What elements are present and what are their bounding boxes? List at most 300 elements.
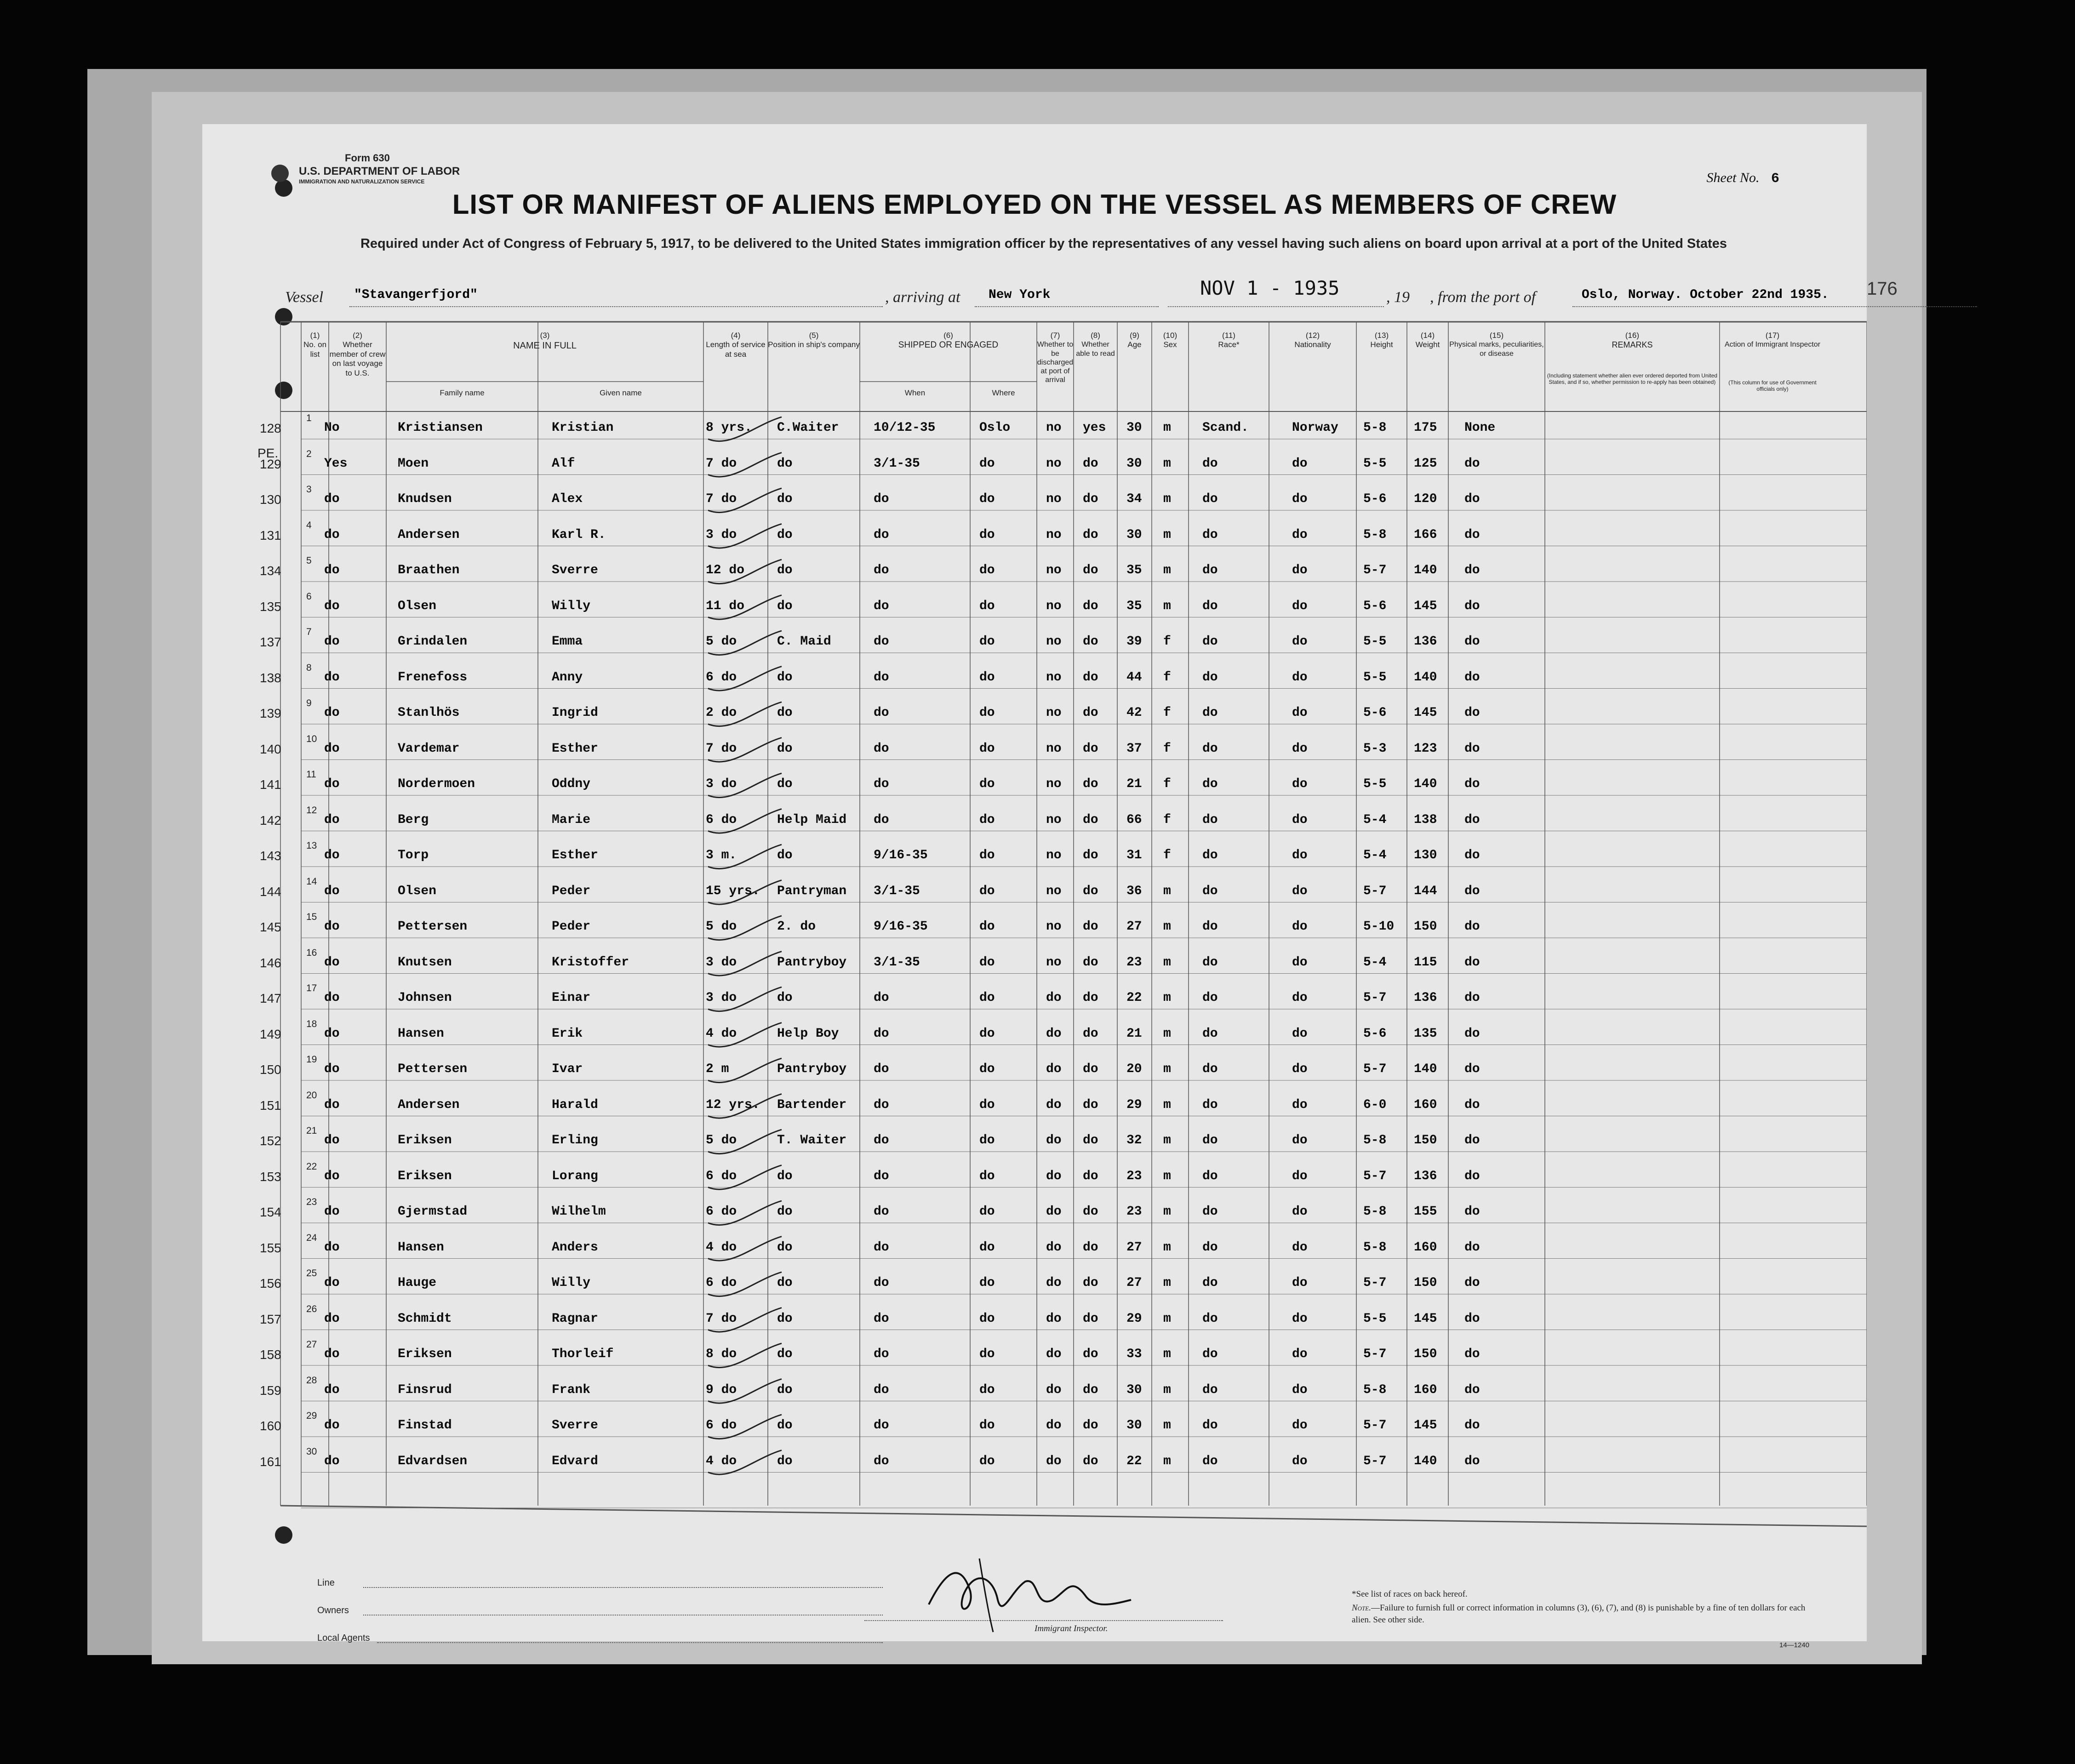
height-cell: 5-6 (1363, 599, 1387, 613)
physical-marks-cell: do (1464, 492, 1480, 506)
sex-cell: m (1163, 955, 1171, 970)
sex-cell: m (1163, 1169, 1171, 1183)
shipped-where-cell: do (979, 527, 995, 542)
race-cell: do (1202, 919, 1218, 934)
column-number: (8) (1091, 331, 1100, 340)
previous-voyage-cell: do (324, 1062, 340, 1076)
family-name-cell: Kristiansen (398, 421, 483, 435)
column-label: Physical marks, peculiarities, or disease (1449, 341, 1544, 358)
page-number: 176 (1867, 279, 1898, 299)
previous-voyage-cell: do (324, 599, 340, 613)
position-cell: Pantryboy (777, 1062, 847, 1076)
physical-marks-cell: do (1464, 563, 1480, 577)
discharged-cell: no (1046, 421, 1062, 435)
family-name-cell: Edvardsen (398, 1454, 468, 1468)
column-header-able-to-read (1074, 331, 1117, 358)
column-header-discharged (1037, 331, 1074, 384)
able-to-read-cell: do (1083, 777, 1098, 791)
given-name-cell: Ragnar (552, 1311, 598, 1326)
shipped-where-cell: do (979, 1454, 995, 1468)
family-name-cell: Andersen (398, 527, 460, 542)
position-cell: Pantryman (777, 884, 847, 898)
nationality-cell: do (1292, 955, 1308, 970)
discharged-cell: no (1046, 634, 1062, 649)
column-label: Whether to be discharged at port of arrival (1037, 341, 1074, 384)
column-label: Sex (1163, 340, 1177, 349)
height-cell: 5-7 (1363, 1418, 1387, 1433)
service-length-cell: 8 yrs. (706, 421, 752, 435)
physical-marks-cell: do (1464, 1454, 1480, 1468)
sex-cell: f (1163, 670, 1171, 685)
position-cell: do (777, 1382, 793, 1397)
race-cell: do (1202, 1347, 1218, 1361)
able-to-read-cell: do (1083, 812, 1098, 827)
family-name-cell: Schmidt (398, 1311, 452, 1326)
column-number: (5) (809, 331, 819, 340)
previous-voyage-cell: do (324, 1418, 340, 1433)
arriving-port: New York (989, 288, 1051, 302)
shipped-where-cell: do (979, 919, 995, 934)
position-cell: do (777, 1169, 793, 1183)
shipped-when-cell: do (874, 527, 889, 542)
given-name-cell: Alf (552, 456, 575, 471)
position-cell: do (777, 527, 793, 542)
shipped-when-cell: do (874, 1311, 889, 1326)
shipped-when-cell: 3/1-35 (874, 884, 920, 898)
page-subtitle: Required under Act of Congress of February 5, 1917, to be delivered to the United States immigration officer by the representatives of any vessel having such aliens on board upon arrival at a port of the United States (360, 236, 1727, 251)
sex-cell: m (1163, 1418, 1171, 1433)
discharged-cell: do (1046, 1026, 1062, 1041)
race-cell: do (1202, 563, 1218, 577)
service-length-cell: 3 do (706, 955, 737, 970)
previous-voyage-cell: do (324, 1276, 340, 1290)
sex-cell: m (1163, 1454, 1171, 1468)
discharged-cell: do (1046, 1240, 1062, 1255)
family-name-cell: Hauge (398, 1276, 437, 1290)
shipped-when-cell: 3/1-35 (874, 955, 920, 970)
height-cell: 5-4 (1363, 812, 1387, 827)
shipped-where-cell: do (979, 563, 995, 577)
discharged-cell: do (1046, 1347, 1062, 1361)
weight-cell: 150 (1414, 919, 1437, 934)
sheet-number-label: Sheet No. (1706, 170, 1760, 185)
physical-marks-cell: do (1464, 1205, 1480, 1219)
column-number: (6) (943, 331, 953, 340)
nationality-cell: do (1292, 492, 1308, 506)
weight-cell: 140 (1414, 777, 1437, 791)
physical-marks-cell: do (1464, 919, 1480, 934)
height-cell: 5-5 (1363, 1311, 1387, 1326)
age-cell: 30 (1126, 1382, 1142, 1397)
shipped-where-cell: do (979, 1382, 995, 1397)
family-name-cell: Stanlhös (398, 706, 460, 720)
previous-voyage-cell: No (324, 421, 340, 435)
discharged-cell: no (1046, 670, 1062, 685)
height-cell: 6-0 (1363, 1097, 1387, 1112)
nationality-cell: do (1292, 991, 1308, 1005)
discharged-cell: no (1046, 812, 1062, 827)
age-cell: 22 (1126, 991, 1142, 1005)
discharged-cell: no (1046, 706, 1062, 720)
physical-marks-cell: do (1464, 1276, 1480, 1290)
discharged-cell: do (1046, 1205, 1062, 1219)
race-cell: do (1202, 991, 1218, 1005)
given-name-cell: Erling (552, 1133, 598, 1147)
service-length-cell: 7 do (706, 456, 737, 471)
sex-cell: m (1163, 884, 1171, 898)
family-name-cell: Nordermoen (398, 777, 475, 791)
margin-number: 156 (260, 1276, 281, 1290)
list-number: 24 (306, 1232, 317, 1243)
list-number: 2 (306, 448, 312, 459)
position-cell: do (777, 1418, 793, 1433)
nationality-cell: do (1292, 706, 1308, 720)
previous-voyage-cell: do (324, 1097, 340, 1112)
able-to-read-cell: do (1083, 1418, 1098, 1433)
age-cell: 21 (1126, 777, 1142, 791)
margin-number: 152 (260, 1134, 281, 1148)
column-header-inspector-action-note (1720, 379, 1825, 393)
weight-cell: 125 (1414, 456, 1437, 471)
family-name-cell: Gjermstad (398, 1205, 468, 1219)
physical-marks-cell: do (1464, 955, 1480, 970)
age-cell: 42 (1126, 706, 1142, 720)
sex-cell: m (1163, 527, 1171, 542)
able-to-read-cell: do (1083, 1276, 1098, 1290)
margin-number: 131 (260, 528, 281, 542)
list-number: 6 (306, 591, 312, 602)
nationality-cell: do (1292, 1133, 1308, 1147)
discharged-cell: do (1046, 1311, 1062, 1326)
race-cell: do (1202, 492, 1218, 506)
service-length-cell: 6 do (706, 670, 737, 685)
family-name-cell: Moen (398, 456, 429, 471)
nationality-cell: do (1292, 1347, 1308, 1361)
column-number: (10) (1163, 331, 1178, 340)
immigrant-inspector-label: Immigrant Inspector. (1035, 1624, 1108, 1633)
sex-cell: m (1163, 492, 1171, 506)
sex-cell: m (1163, 1062, 1171, 1076)
given-name-cell: Ivar (552, 1062, 583, 1076)
position-cell: C.Waiter (777, 421, 839, 435)
race-cell: do (1202, 1133, 1218, 1147)
family-name-cell: Eriksen (398, 1133, 452, 1147)
shipped-where-cell: do (979, 456, 995, 471)
height-cell: 5-8 (1363, 1133, 1387, 1147)
height-cell: 5-8 (1363, 1240, 1387, 1255)
race-cell: do (1202, 1454, 1218, 1468)
margin-number: 147 (260, 991, 281, 1005)
age-cell: 30 (1126, 456, 1142, 471)
previous-voyage-cell: do (324, 955, 340, 970)
shipped-when-cell: do (874, 492, 889, 506)
sex-cell: m (1163, 1133, 1171, 1147)
able-to-read-cell: do (1083, 1205, 1098, 1219)
column-label: Where (992, 388, 1015, 397)
race-cell: do (1202, 599, 1218, 613)
owners-label: Owners (317, 1605, 349, 1616)
able-to-read-cell: do (1083, 848, 1098, 862)
shipped-when-cell: do (874, 1097, 889, 1112)
list-number: 22 (306, 1161, 317, 1172)
race-cell: do (1202, 777, 1218, 791)
physical-marks-cell: do (1464, 1382, 1480, 1397)
race-cell: do (1202, 1276, 1218, 1290)
height-cell: 5-7 (1363, 1454, 1387, 1468)
previous-voyage-cell: do (324, 1026, 340, 1041)
position-cell: Pantryboy (777, 955, 847, 970)
position-cell: do (777, 1347, 793, 1361)
weight-cell: 136 (1414, 634, 1437, 649)
list-number: 12 (306, 805, 317, 816)
service-length-cell: 9 do (706, 1382, 737, 1397)
given-name-cell: Ingrid (552, 706, 598, 720)
sex-cell: f (1163, 777, 1171, 791)
age-cell: 66 (1126, 812, 1142, 827)
year-label: , 19 (1386, 289, 1410, 306)
from-label: , from the port of (1430, 289, 1536, 306)
position-cell: do (777, 456, 793, 471)
arriving-label: , arriving at (885, 289, 960, 306)
physical-marks-cell: do (1464, 741, 1480, 756)
shipped-where-cell: do (979, 1418, 995, 1433)
list-number: 16 (306, 947, 317, 958)
service-length-cell: 4 do (706, 1454, 737, 1468)
column-header-position (768, 331, 860, 350)
discharged-cell: do (1046, 1097, 1062, 1112)
position-cell: do (777, 991, 793, 1005)
column-number: (12) (1305, 331, 1320, 340)
able-to-read-cell: do (1083, 599, 1098, 613)
age-cell: 30 (1126, 1418, 1142, 1433)
weight-cell: 115 (1414, 955, 1437, 970)
penalty-note (1352, 1602, 1812, 1626)
column-label: Given name (600, 388, 642, 397)
margin-number: 149 (260, 1027, 281, 1041)
given-name-cell: Alex (552, 492, 583, 506)
given-name-cell: Anny (552, 670, 583, 685)
able-to-read-cell: do (1083, 1347, 1098, 1361)
weight-cell: 136 (1414, 991, 1437, 1005)
family-name-cell: Eriksen (398, 1169, 452, 1183)
able-to-read-cell: do (1083, 1240, 1098, 1255)
list-number: 30 (306, 1446, 317, 1457)
service-length-cell: 5 do (706, 919, 737, 934)
service-length-cell: 5 do (706, 1133, 737, 1147)
shipped-when-cell: do (874, 670, 889, 685)
column-label: Length of service at sea (706, 340, 766, 359)
shipped-where-cell: do (979, 1026, 995, 1041)
column-number: (11) (1222, 331, 1235, 340)
margin-number: 154 (260, 1205, 281, 1219)
column-header-weight (1407, 331, 1448, 350)
margin-number: 151 (260, 1098, 281, 1113)
sex-cell: m (1163, 599, 1171, 613)
race-cell: do (1202, 1382, 1218, 1397)
column-label: Race* (1218, 340, 1240, 349)
physical-marks-cell: do (1464, 456, 1480, 471)
age-cell: 32 (1126, 1133, 1142, 1147)
weight-cell: 160 (1414, 1382, 1437, 1397)
column-number: (1) (310, 331, 320, 340)
shipped-where-cell: do (979, 634, 995, 649)
previous-voyage-cell: do (324, 527, 340, 542)
list-number: 5 (306, 555, 312, 566)
column-header-race (1189, 331, 1269, 350)
service-length-cell: 6 do (706, 812, 737, 827)
service-length-cell: 6 do (706, 1418, 737, 1433)
discharged-cell: do (1046, 1062, 1062, 1076)
margin-number: 140 (260, 742, 281, 756)
physical-marks-cell: do (1464, 706, 1480, 720)
discharged-cell: no (1046, 527, 1062, 542)
discharged-cell: no (1046, 492, 1062, 506)
service-length-cell: 3 do (706, 991, 737, 1005)
discharged-cell: do (1046, 1276, 1062, 1290)
able-to-read-cell: do (1083, 492, 1098, 506)
service-length-cell: 4 do (706, 1026, 737, 1041)
weight-cell: 145 (1414, 706, 1437, 720)
nationality-cell: do (1292, 848, 1308, 862)
discharged-cell: no (1046, 777, 1062, 791)
family-name-cell: Knutsen (398, 955, 452, 970)
shipped-where-cell: do (979, 1205, 995, 1219)
form-number: Form 630 (345, 152, 390, 164)
physical-marks-cell: do (1464, 1097, 1480, 1112)
family-name-cell: Hansen (398, 1026, 444, 1041)
shipped-when-cell: 3/1-35 (874, 456, 920, 471)
list-number: 11 (306, 769, 316, 780)
shipped-where-cell: do (979, 1240, 995, 1255)
family-name-cell: Pettersen (398, 919, 468, 934)
margin-number: 155 (260, 1240, 281, 1255)
position-cell: C. Maid (777, 634, 831, 649)
discharged-cell: no (1046, 563, 1062, 577)
list-number: 28 (306, 1375, 317, 1386)
height-cell: 5-5 (1363, 456, 1387, 471)
shipped-where-cell: do (979, 706, 995, 720)
nationality-cell: do (1292, 1169, 1308, 1183)
race-cell: do (1202, 1240, 1218, 1255)
physical-marks-cell: do (1464, 1311, 1480, 1326)
nationality-cell: do (1292, 1382, 1308, 1397)
position-cell: do (777, 1240, 793, 1255)
age-cell: 23 (1126, 955, 1142, 970)
sex-cell: m (1163, 1311, 1171, 1326)
service-length-cell: 7 do (706, 492, 737, 506)
margin-number: 128 (260, 421, 281, 435)
race-cell: do (1202, 1311, 1218, 1326)
discharged-cell: do (1046, 1454, 1062, 1468)
given-name-cell: Peder (552, 884, 591, 898)
sex-cell: m (1163, 563, 1171, 577)
sex-cell: m (1163, 1276, 1171, 1290)
family-name-cell: Hansen (398, 1240, 444, 1255)
discharged-cell: do (1046, 991, 1062, 1005)
margin-number: 137 (260, 635, 281, 649)
list-number: 1 (306, 413, 312, 423)
previous-voyage-cell: do (324, 1454, 340, 1468)
service-length-cell: 5 do (706, 634, 737, 649)
sex-cell: m (1163, 1026, 1171, 1041)
family-name-cell: Vardemar (398, 741, 460, 756)
margin-number: 161 (260, 1454, 281, 1469)
column-label: When (904, 388, 926, 397)
height-cell: 5-10 (1363, 919, 1395, 934)
vessel-label: Vessel (285, 289, 324, 306)
column-label: No. on list (303, 340, 327, 359)
weight-cell: 140 (1414, 1454, 1437, 1468)
family-name-cell: Eriksen (398, 1347, 452, 1361)
shipped-when-cell: do (874, 777, 889, 791)
nationality-cell: do (1292, 456, 1308, 471)
race-cell: do (1202, 634, 1218, 649)
column-header-age (1117, 331, 1152, 350)
given-name-cell: Kristian (552, 421, 614, 435)
height-cell: 5-7 (1363, 1062, 1387, 1076)
physical-marks-cell: do (1464, 599, 1480, 613)
physical-marks-cell: do (1464, 634, 1480, 649)
position-cell: do (777, 670, 793, 685)
list-number: 15 (306, 912, 317, 922)
sex-cell: m (1163, 1240, 1171, 1255)
position-cell: Help Boy (777, 1026, 839, 1041)
family-name-cell: Olsen (398, 884, 437, 898)
age-cell: 39 (1126, 634, 1142, 649)
sex-cell: f (1163, 812, 1171, 827)
given-name-cell: Thorleif (552, 1347, 614, 1361)
position-cell: do (777, 1454, 793, 1468)
column-header-inspector-action (1720, 331, 1825, 349)
race-cell: do (1202, 848, 1218, 862)
position-cell: do (777, 492, 793, 506)
given-name-cell: Marie (552, 812, 591, 827)
shipped-when-cell: do (874, 634, 889, 649)
table-grid (202, 124, 1867, 1641)
position-cell: do (777, 563, 793, 577)
column-label: NAME IN FULL (513, 341, 577, 351)
previous-voyage-cell: do (324, 1382, 340, 1397)
column-header-previous-voyage (329, 331, 386, 378)
column-header-sex (1152, 331, 1189, 350)
able-to-read-cell: do (1083, 706, 1098, 720)
service-length-cell: 15 yrs. (706, 884, 760, 898)
race-cell: do (1202, 1026, 1218, 1041)
height-cell: 5-3 (1363, 741, 1387, 756)
able-to-read-cell: yes (1083, 421, 1106, 435)
nationality-cell: do (1292, 884, 1308, 898)
nationality-cell: do (1292, 563, 1308, 577)
given-name-cell: Erik (552, 1026, 583, 1041)
given-name-cell: Kristoffer (552, 955, 629, 970)
previous-voyage-cell: do (324, 670, 340, 685)
service-length-cell: 12 do (706, 563, 745, 577)
height-cell: 5-7 (1363, 884, 1387, 898)
weight-cell: 123 (1414, 741, 1437, 756)
position-cell: 2. do (777, 919, 816, 934)
margin-number: 135 (260, 599, 281, 614)
margin-number: 134 (260, 564, 281, 578)
local-agents-label: Local Agents (317, 1633, 370, 1643)
margin-number: 157 (260, 1312, 281, 1326)
family-name-cell: Olsen (398, 599, 437, 613)
position-cell: do (777, 741, 793, 756)
previous-voyage-cell: do (324, 1347, 340, 1361)
nationality-cell: do (1292, 1097, 1308, 1112)
family-name-cell: Torp (398, 848, 429, 862)
column-header-when (860, 388, 970, 398)
previous-voyage-cell: do (324, 884, 340, 898)
